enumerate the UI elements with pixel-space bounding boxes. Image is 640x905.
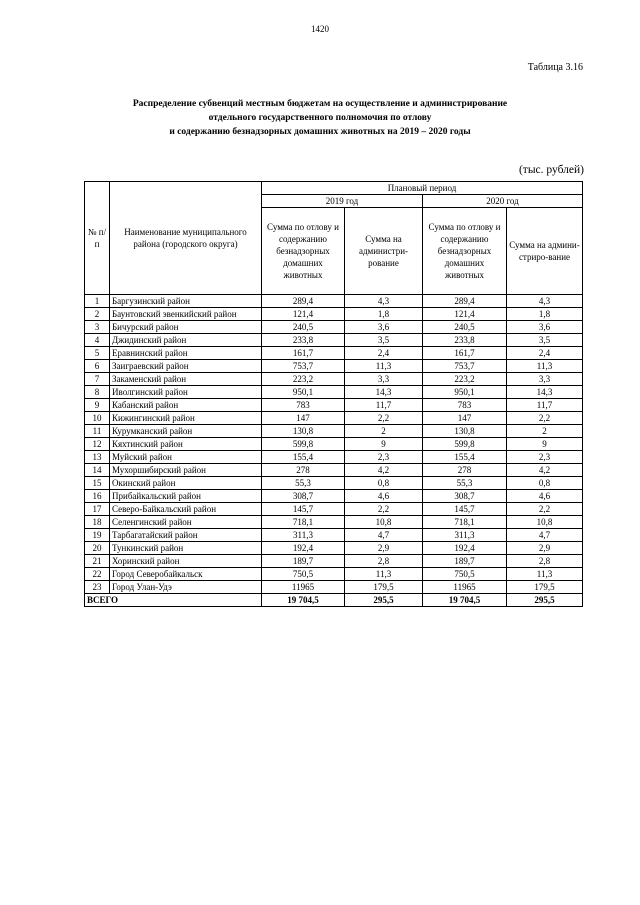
row-admin-sum-2019: 2,2 <box>345 412 423 425</box>
row-admin-sum-2020: 1,8 <box>507 308 583 321</box>
row-number: 2 <box>85 308 110 321</box>
row-admin-sum-2019: 11,3 <box>345 360 423 373</box>
row-district-name: Еравнинский район <box>110 347 262 360</box>
row-number: 5 <box>85 347 110 360</box>
row-admin-sum-2020: 3,3 <box>507 373 583 386</box>
row-admin-sum-2020: 11,3 <box>507 568 583 581</box>
row-admin-sum-2019: 0,8 <box>345 477 423 490</box>
row-number: 15 <box>85 477 110 490</box>
row-admin-sum-2020: 4,3 <box>507 295 583 308</box>
row-number: 22 <box>85 568 110 581</box>
row-number: 13 <box>85 451 110 464</box>
row-admin-sum-2019: 11,3 <box>345 568 423 581</box>
row-admin-sum-2020: 4,6 <box>507 490 583 503</box>
table-row <box>85 425 583 438</box>
row-district-name: Мухоршибирский район <box>110 464 262 477</box>
row-catching-sum-2019: 223,2 <box>262 373 345 386</box>
header-catching-sum-2020: Сумма по отлову и содержанию безнадзорных домашних животных <box>423 208 507 295</box>
row-catching-sum-2020: 950,1 <box>423 386 507 399</box>
table-row <box>85 555 583 568</box>
row-number: 9 <box>85 399 110 412</box>
row-number: 6 <box>85 360 110 373</box>
header-number: № п/п <box>85 182 110 295</box>
row-catching-sum-2019: 718,1 <box>262 516 345 529</box>
row-admin-sum-2019: 10,8 <box>345 516 423 529</box>
row-catching-sum-2020: 147 <box>423 412 507 425</box>
row-number: 21 <box>85 555 110 568</box>
row-admin-sum-2020: 2,2 <box>507 412 583 425</box>
row-catching-sum-2020: 192,4 <box>423 542 507 555</box>
row-admin-sum-2019: 2,4 <box>345 347 423 360</box>
row-admin-sum-2019: 4,6 <box>345 490 423 503</box>
header-planned-period: Плановый период <box>262 182 583 195</box>
row-catching-sum-2019: 240,5 <box>262 321 345 334</box>
row-admin-sum-2020: 2,9 <box>507 542 583 555</box>
row-admin-sum-2020: 11,7 <box>507 399 583 412</box>
table-row <box>85 295 583 308</box>
row-district-name: Курумканский район <box>110 425 262 438</box>
row-number: 10 <box>85 412 110 425</box>
row-catching-sum-2020: 718,1 <box>423 516 507 529</box>
row-catching-sum-2019: 950,1 <box>262 386 345 399</box>
table-row <box>85 451 583 464</box>
row-catching-sum-2020: 289,4 <box>423 295 507 308</box>
row-admin-sum-2019: 11,7 <box>345 399 423 412</box>
row-catching-sum-2019: 750,5 <box>262 568 345 581</box>
row-number: 8 <box>85 386 110 399</box>
row-catching-sum-2020: 161,7 <box>423 347 507 360</box>
row-catching-sum-2020: 599,8 <box>423 438 507 451</box>
row-catching-sum-2020: 311,3 <box>423 529 507 542</box>
table-row <box>85 321 583 334</box>
row-number: 7 <box>85 373 110 386</box>
row-admin-sum-2020: 3,6 <box>507 321 583 334</box>
table-row <box>85 464 583 477</box>
row-admin-sum-2019: 1,8 <box>345 308 423 321</box>
row-admin-sum-2020: 14,3 <box>507 386 583 399</box>
total-catching-sum-2020: 19 704,5 <box>423 594 507 607</box>
row-catching-sum-2019: 753,7 <box>262 360 345 373</box>
total-admin-sum-2020: 295,5 <box>507 594 583 607</box>
table-row <box>85 529 583 542</box>
table-row <box>85 308 583 321</box>
row-admin-sum-2020: 3,5 <box>507 334 583 347</box>
row-admin-sum-2020: 2,8 <box>507 555 583 568</box>
header-admin-sum-2020: Сумма на админи-стриро-вание <box>507 208 583 295</box>
header-name: Наименование муниципального района (городского округа) <box>110 182 262 295</box>
row-admin-sum-2019: 14,3 <box>345 386 423 399</box>
row-admin-sum-2020: 0,8 <box>507 477 583 490</box>
table-row <box>85 503 583 516</box>
total-admin-sum-2019: 295,5 <box>345 594 423 607</box>
row-admin-sum-2020: 2 <box>507 425 583 438</box>
row-number: 16 <box>85 490 110 503</box>
subventions-table <box>84 181 583 607</box>
row-district-name: Хоринский район <box>110 555 262 568</box>
row-district-name: Закаменский район <box>110 373 262 386</box>
row-district-name: Тункинский район <box>110 542 262 555</box>
row-catching-sum-2019: 145,7 <box>262 503 345 516</box>
table-row <box>85 412 583 425</box>
row-admin-sum-2019: 3,6 <box>345 321 423 334</box>
row-catching-sum-2020: 121,4 <box>423 308 507 321</box>
row-district-name: Джидинский район <box>110 334 262 347</box>
row-admin-sum-2019: 3,3 <box>345 373 423 386</box>
row-admin-sum-2020: 179,5 <box>507 581 583 594</box>
row-admin-sum-2020: 11,3 <box>507 360 583 373</box>
row-catching-sum-2019: 147 <box>262 412 345 425</box>
row-admin-sum-2020: 4,2 <box>507 464 583 477</box>
table-row <box>85 477 583 490</box>
row-catching-sum-2020: 783 <box>423 399 507 412</box>
units-label: (тыс. рублей) <box>518 164 584 176</box>
row-number: 23 <box>85 581 110 594</box>
row-catching-sum-2020: 130,8 <box>423 425 507 438</box>
row-admin-sum-2020: 2,3 <box>507 451 583 464</box>
row-catching-sum-2020: 308,7 <box>423 490 507 503</box>
row-catching-sum-2019: 233,8 <box>262 334 345 347</box>
table-row <box>85 373 583 386</box>
row-district-name: Муйский район <box>110 451 262 464</box>
total-label: ВСЕГО <box>85 594 262 607</box>
row-number: 11 <box>85 425 110 438</box>
row-catching-sum-2020: 11965 <box>423 581 507 594</box>
row-admin-sum-2019: 3,5 <box>345 334 423 347</box>
row-catching-sum-2019: 121,4 <box>262 308 345 321</box>
title-line: отдельного государственного полномочия по отлову <box>208 113 432 123</box>
row-number: 14 <box>85 464 110 477</box>
row-number: 1 <box>85 295 110 308</box>
total-row <box>85 594 583 607</box>
row-district-name: Прибайкальский район <box>110 490 262 503</box>
row-catching-sum-2020: 155,4 <box>423 451 507 464</box>
row-catching-sum-2019: 783 <box>262 399 345 412</box>
table-body <box>85 295 583 607</box>
row-district-name: Селенгинский район <box>110 516 262 529</box>
row-catching-sum-2020: 223,2 <box>423 373 507 386</box>
row-catching-sum-2020: 145,7 <box>423 503 507 516</box>
row-catching-sum-2019: 192,4 <box>262 542 345 555</box>
row-district-name: Северо-Байкальский район <box>110 503 262 516</box>
header-catching-sum-2019: Сумма по отлову и содержанию безнадзорных домашних животных <box>262 208 345 295</box>
row-catching-sum-2020: 750,5 <box>423 568 507 581</box>
row-catching-sum-2019: 278 <box>262 464 345 477</box>
header-year-2020: 2020 год <box>423 195 583 208</box>
row-district-name: Бичурский район <box>110 321 262 334</box>
page-number: 1420 <box>311 24 329 34</box>
row-number: 18 <box>85 516 110 529</box>
row-district-name: Кабанский район <box>110 399 262 412</box>
row-district-name: Тарбагатайский район <box>110 529 262 542</box>
row-admin-sum-2019: 2,2 <box>345 503 423 516</box>
row-admin-sum-2020: 2,2 <box>507 503 583 516</box>
row-district-name: Заиграевский район <box>110 360 262 373</box>
table-row <box>85 334 583 347</box>
row-catching-sum-2019: 189,7 <box>262 555 345 568</box>
row-number: 3 <box>85 321 110 334</box>
header-admin-sum-2019: Сумма на администри-рование <box>345 208 423 295</box>
document-title <box>60 97 580 139</box>
title-line: и содержанию безнадзорных домашних животных на 2019 – 2020 годы <box>169 127 471 137</box>
row-district-name: Баунтовский эвенкийский район <box>110 308 262 321</box>
table-row <box>85 516 583 529</box>
row-number: 19 <box>85 529 110 542</box>
row-district-name: Окинский район <box>110 477 262 490</box>
row-catching-sum-2020: 753,7 <box>423 360 507 373</box>
table-row <box>85 490 583 503</box>
row-admin-sum-2019: 2,9 <box>345 542 423 555</box>
row-admin-sum-2020: 10,8 <box>507 516 583 529</box>
table-row <box>85 347 583 360</box>
table-row <box>85 581 583 594</box>
row-catching-sum-2019: 311,3 <box>262 529 345 542</box>
row-admin-sum-2019: 9 <box>345 438 423 451</box>
table-row <box>85 399 583 412</box>
table-row <box>85 568 583 581</box>
row-admin-sum-2019: 2,8 <box>345 555 423 568</box>
row-catching-sum-2019: 599,8 <box>262 438 345 451</box>
title-line: Распределение субвенций местным бюджетам на осуществление и администрирование <box>132 99 508 109</box>
row-admin-sum-2019: 2 <box>345 425 423 438</box>
row-district-name: Город Северобайкальск <box>110 568 262 581</box>
table-row <box>85 438 583 451</box>
row-admin-sum-2019: 4,2 <box>345 464 423 477</box>
total-catching-sum-2019: 19 704,5 <box>262 594 345 607</box>
row-admin-sum-2019: 2,3 <box>345 451 423 464</box>
row-catching-sum-2020: 55,3 <box>423 477 507 490</box>
row-catching-sum-2019: 11965 <box>262 581 345 594</box>
row-catching-sum-2020: 240,5 <box>423 321 507 334</box>
row-number: 12 <box>85 438 110 451</box>
row-number: 4 <box>85 334 110 347</box>
row-district-name: Баргузинский район <box>110 295 262 308</box>
row-district-name: Иволгинский район <box>110 386 262 399</box>
row-admin-sum-2020: 2,4 <box>507 347 583 360</box>
row-admin-sum-2019: 179,5 <box>345 581 423 594</box>
row-catching-sum-2019: 308,7 <box>262 490 345 503</box>
row-catching-sum-2019: 55,3 <box>262 477 345 490</box>
table-row <box>85 386 583 399</box>
row-catching-sum-2019: 130,8 <box>262 425 345 438</box>
row-admin-sum-2019: 4,7 <box>345 529 423 542</box>
row-number: 17 <box>85 503 110 516</box>
row-admin-sum-2020: 9 <box>507 438 583 451</box>
table-label: Таблица 3.16 <box>527 62 583 73</box>
header-year-2019: 2019 год <box>262 195 423 208</box>
table-row <box>85 542 583 555</box>
row-number: 20 <box>85 542 110 555</box>
row-district-name: Кижингинский район <box>110 412 262 425</box>
row-catching-sum-2019: 161,7 <box>262 347 345 360</box>
row-catching-sum-2019: 289,4 <box>262 295 345 308</box>
row-admin-sum-2019: 4,3 <box>345 295 423 308</box>
row-district-name: Город Улан-Удэ <box>110 581 262 594</box>
row-catching-sum-2020: 278 <box>423 464 507 477</box>
row-catching-sum-2020: 189,7 <box>423 555 507 568</box>
row-catching-sum-2019: 155,4 <box>262 451 345 464</box>
row-admin-sum-2020: 4,7 <box>507 529 583 542</box>
row-catching-sum-2020: 233,8 <box>423 334 507 347</box>
table-row <box>85 360 583 373</box>
row-district-name: Кяхтинский район <box>110 438 262 451</box>
